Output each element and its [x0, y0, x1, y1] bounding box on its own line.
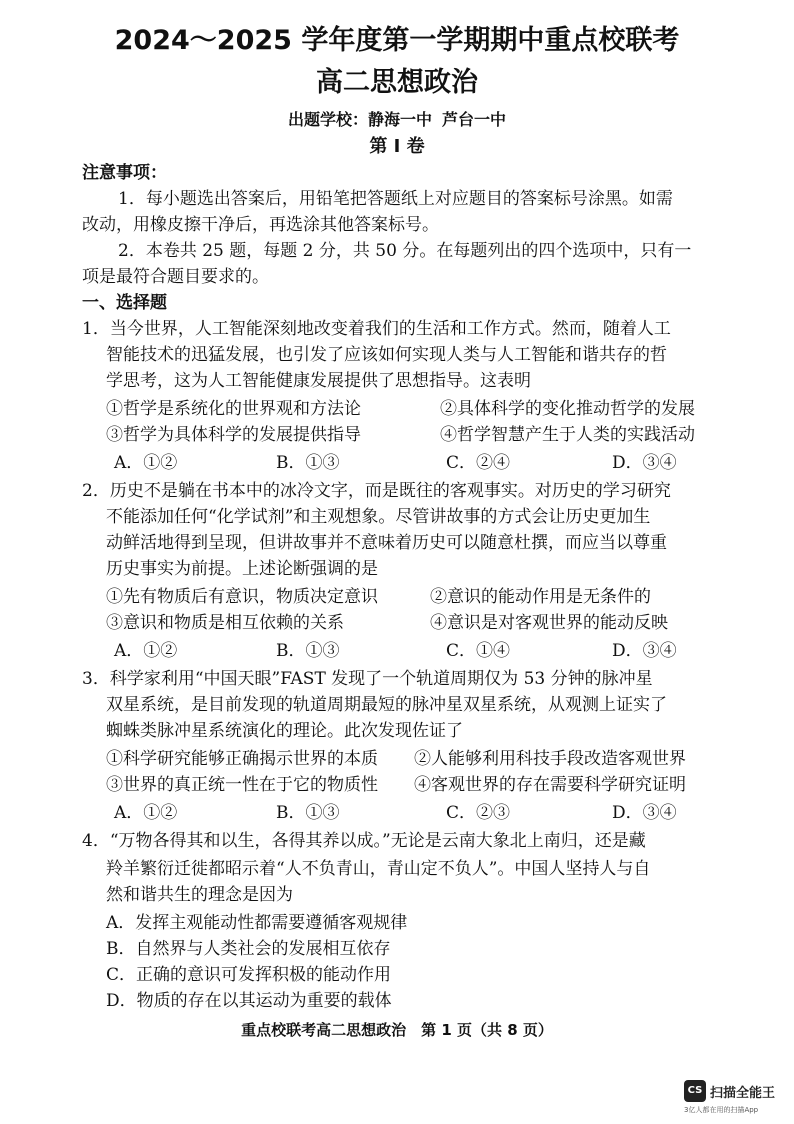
q3-option-c: C．②③: [446, 803, 511, 823]
second-school: 芦台一中: [442, 110, 507, 129]
watermark-name: 扫描全能王: [710, 1086, 776, 1101]
q2-stem-line2: 不能添加任何“化学试剂”和主观想象。尽管讲故事的方式会让历史更加生: [106, 507, 651, 527]
q2-stem-line3: 动鲜活地得到呈现，但讲故事并不意味着历史可以随意杜撰，而应当以尊重: [106, 533, 667, 553]
schools-label: 出题学校：静海一中: [287, 110, 432, 129]
q2-statement-4: ④意识是对客观世界的能动反映: [430, 613, 668, 633]
scanner-watermark: [684, 1080, 784, 1116]
q3-option-a: A．①②: [114, 803, 178, 823]
q1-statement-2: ②具体科学的变化推动哲学的发展: [440, 399, 695, 419]
notice-item1-line1: 1．每小题选出答案后，用铅笔把答题纸上对应题目的答案标号涂黑。如需: [118, 189, 673, 209]
q2-option-c: C．①④: [446, 641, 511, 661]
q1-stem-line3: 学思考，这为人工智能健康发展提供了思想指导。这表明: [106, 371, 531, 391]
q1-statement-3: ③哲学为具体科学的发展提供指导: [106, 425, 361, 445]
q3-stem-line1: 3．科学家利用“中国天眼”FAST 发现了一个轨道周期仅为 53 分钟的脉冲星: [82, 669, 653, 689]
notice-item1-line2: 改动，用橡皮擦干净后，再选涂其他答案标号。: [82, 215, 439, 235]
q3-stem-line2: 双星系统，是目前发现的轨道周期最短的脉冲星双星系统，从观测上证实了: [106, 695, 667, 715]
q2-option-b: B．①③: [276, 641, 340, 661]
section-heading: 一、选择题: [82, 293, 167, 313]
volume-label: 第 Ⅰ 卷: [369, 136, 425, 157]
q3-option-d: D．③④: [612, 803, 677, 823]
q4-option-b: B．自然界与人类社会的发展相互依存: [106, 939, 391, 959]
camscanner-logo-icon: CS: [684, 1080, 706, 1102]
watermark-subtitle: 3亿人都在用的扫描App: [684, 1106, 759, 1114]
q2-statement-1: ①先有物质后有意识，物质决定意识: [106, 587, 378, 607]
q3-stem-line3: 蜘蛛类脉冲星系统演化的理论。此次发现佐证了: [106, 721, 463, 741]
q3-statement-3: ③世界的真正统一性在于它的物质性: [106, 775, 378, 795]
q3-option-b: B．①③: [276, 803, 340, 823]
q1-option-d: D．③④: [612, 453, 677, 473]
q1-statement-4: ④哲学智慧产生于人类的实践活动: [440, 425, 695, 445]
exam-title: 2024～2025 学年度第一学期期中重点校联考: [114, 25, 680, 56]
page-footer: 重点校联考高二思想政治 第 1 页（共 8 页）: [241, 1021, 553, 1039]
q4-stem-line2: 羚羊繁衍迁徙都昭示着“人不负青山，青山定不负人”。中国人坚持人与自: [106, 859, 651, 879]
q2-option-d: D．③④: [612, 641, 677, 661]
q1-statement-1: ①哲学是系统化的世界观和方法论: [106, 399, 361, 419]
notice-item2-line2: 项是最符合题目要求的。: [82, 267, 269, 287]
notice-item2-line1: 2．本卷共 25 题，每题 2 分，共 50 分。在每题列出的四个选项中，只有一: [118, 241, 692, 261]
q1-stem-line1: 1．当今世界，人工智能深刻地改变着我们的生活和工作方式。然而，随着人工: [82, 319, 671, 339]
q2-stem-line4: 历史事实为前提。上述论断强调的是: [106, 559, 378, 579]
q3-statement-2: ②人能够利用科技手段改造客观世界: [414, 749, 686, 769]
schools-line: [0, 107, 794, 130]
notice-heading: 注意事项：: [82, 163, 167, 183]
q1-option-a: A．①②: [114, 453, 178, 473]
q4-option-a: A．发挥主观能动性都需要遵循客观规律: [106, 913, 408, 933]
q1-option-c: C．②④: [446, 453, 511, 473]
q1-stem-line2: 智能技术的迅猛发展，也引发了应该如何实现人类与人工智能和谐共存的哲: [106, 345, 667, 365]
q1-option-b: B．①③: [276, 453, 340, 473]
q4-stem-line3: 然和谐共生的理念是因为: [106, 885, 293, 905]
q2-statement-2: ②意识的能动作用是无条件的: [430, 587, 651, 607]
q2-stem-line1: 2．历史不是躺在书本中的冰冷文字，而是既往的客观事实。对历史的学习研究: [82, 481, 671, 501]
q3-statement-4: ④客观世界的存在需要科学研究证明: [414, 775, 686, 795]
subject-title: 高二思想政治: [316, 67, 478, 98]
q4-stem-line1: 4．“万物各得其和以生，各得其养以成。”无论是云南大象北上南归，还是藏: [82, 831, 646, 851]
q3-statement-1: ①科学研究能够正确揭示世界的本质: [106, 749, 378, 769]
q4-option-c: C．正确的意识可发挥积极的能动作用: [106, 965, 392, 985]
q2-statement-3: ③意识和物质是相互依赖的关系: [106, 613, 344, 633]
q2-option-a: A．①②: [114, 641, 178, 661]
q4-option-d: D．物质的存在以其运动为重要的载体: [106, 991, 392, 1011]
